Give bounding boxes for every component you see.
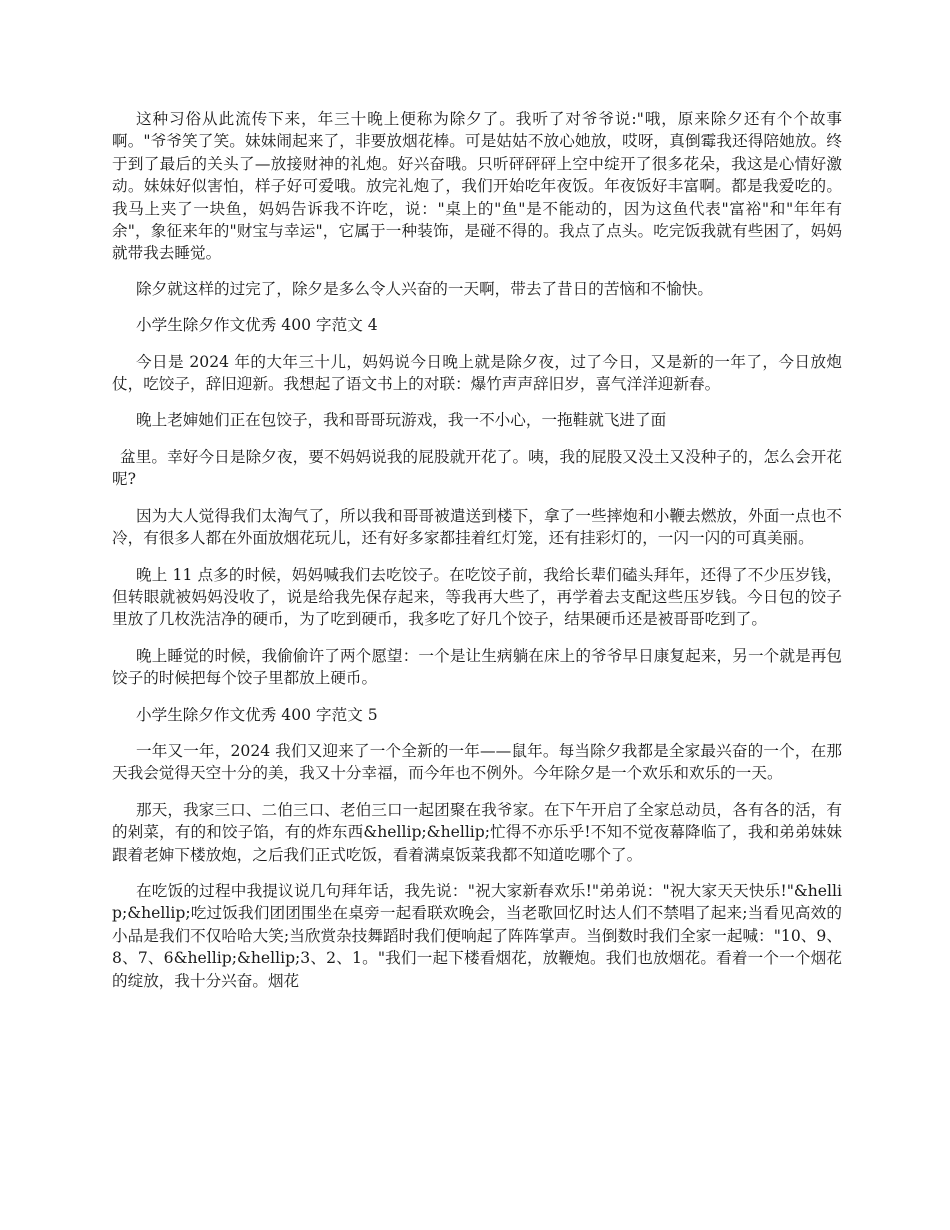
document-page [112, 108, 842, 1006]
paragraph-essay4-dumplings: 晚上老婶她们正在包饺子，我和哥哥玩游戏，我一不小心，一拖鞋就飞进了面 [136, 411, 667, 430]
paragraph-essay4-intro: 今日是 2024 年的大年三十儿，妈妈说今日晚上就是除夕夜，过了今日，又是新的一年了，今日放炮仗，吃饺子，辞旧迎新。我想起了语文书上的对联：爆竹声声辞旧岁，喜气洋洋迎新春。 [112, 352, 842, 394]
paragraph-essay5-dinner: 在吃饭的过程中我提议说几句拜年话，我先说："祝大家新春欢乐!"弟弟说："祝大家天天快乐!"&hellip;&hellip;吃过饭我们团团围坐在桌旁一起看联欢晚会，当老歌回忆时达人们不禁唱了起来;当看见高效的小品是我们不仅哈哈大笑;当欣赏杂技舞蹈时我们便响起了阵阵掌声。当倒数时我们全家一起喊："10、9、8、7、6&hellip;&hellip;3、2、1。"我们一起下楼看烟花，放鞭炮。我们也放烟花。看着一个一个烟花的绽放，我十分兴奋。烟花 [112, 881, 842, 990]
essay-heading-4: 小学生除夕作文优秀 400 字范文 4 [136, 316, 378, 335]
essay-heading-5: 小学生除夕作文优秀 400 字范文 5 [136, 705, 378, 724]
paragraph-essay4-continued: 盆里。幸好今日是除夕夜，要不妈妈说我的屁股就开花了。咦，我的屁股又没土又没种子的，怎么会开花呢? [112, 447, 842, 489]
paragraph-essay4-midnight: 晚上 11 点多的时候，妈妈喊我们去吃饺子。在吃饺子前，我给长辈们磕头拜年，还得了不少压岁钱，但转眼就被妈妈没收了，说是给我先保存起来，等我再大些了，再学着去支配这些压岁钱。今日包的饺子里放了几枚洗洁净的硬币，为了吃到硬币，我多吃了好几个饺子，结果硬币还是被哥哥吃到了。 [112, 565, 842, 629]
paragraph-essay5-intro: 一年又一年，2024 我们又迎来了一个全新的一年——鼠年。每当除夕我都是全家最兴奋的一个，在那天我会觉得天空十分的美，我又十分幸福，而今年也不例外。今年除夕是一个欢乐和欢乐的一天。 [112, 741, 842, 783]
paragraph-story-end: 这种习俗从此流传下来，年三十晚上便称为除夕了。我听了对爷爷说:"哦，原来除夕还有个个故事啊。"爷爷笑了笑。妹妹闹起来了，非要放烟花棒。可是姑姑不放心她放，哎呀，真倒霉我还得陪她放。终于到了最后的关头了—放接财神的礼炮。好兴奋哦。只听砰砰砰上空中绽开了很多花朵，我这是心情好激动。妹妹好似害怕，样子好可爱哦。放完礼炮了，我们开始吃年夜饭。年夜饭好丰富啊。都是我爱吃的。我马上夹了一块鱼，妈妈告诉我不许吃，说："桌上的"鱼"是不能动的，因为这鱼代表"富裕"和"年年有余"，象征来年的"财宝与幸运"，它属于一种装饰，是碰不得的。我点了点头。吃完饭我就有些困了，妈妈就带我去睡觉。 [112, 110, 842, 263]
paragraph-conclusion: 除夕就这样的过完了，除夕是多么令人兴奋的一天啊，带去了昔日的苦恼和不愉快。 [136, 279, 713, 298]
paragraph-essay4-wishes: 晚上睡觉的时候，我偷偷许了两个愿望：一个是让生病躺在床上的爷爷早日康复起来，另一个就是再包饺子的时候把每个饺子里都放上硬币。 [112, 646, 842, 688]
paragraph-essay5-family: 那天，我家三口、二伯三口、老伯三口一起团聚在我爷家。在下午开启了全家总动员，各有各的活，有的剁菜，有的和饺子馅，有的炸东西&hellip;&hellip;忙得不亦乐乎!不知不觉夜幕降临了，我和弟弟妹妹跟着老婶下楼放炮，之后我们正式吃饭，看着满桌饭菜我都不知道吃哪个了。 [112, 800, 842, 864]
paragraph-essay4-fireworks: 因为大人觉得我们太淘气了，所以我和哥哥被遣送到楼下，拿了一些摔炮和小鞭去燃放，外面一点也不冷，有很多人都在外面放烟花玩儿，还有好多家都挂着红灯笼，还有挂彩灯的，一闪一闪的可真美丽。 [112, 506, 842, 548]
